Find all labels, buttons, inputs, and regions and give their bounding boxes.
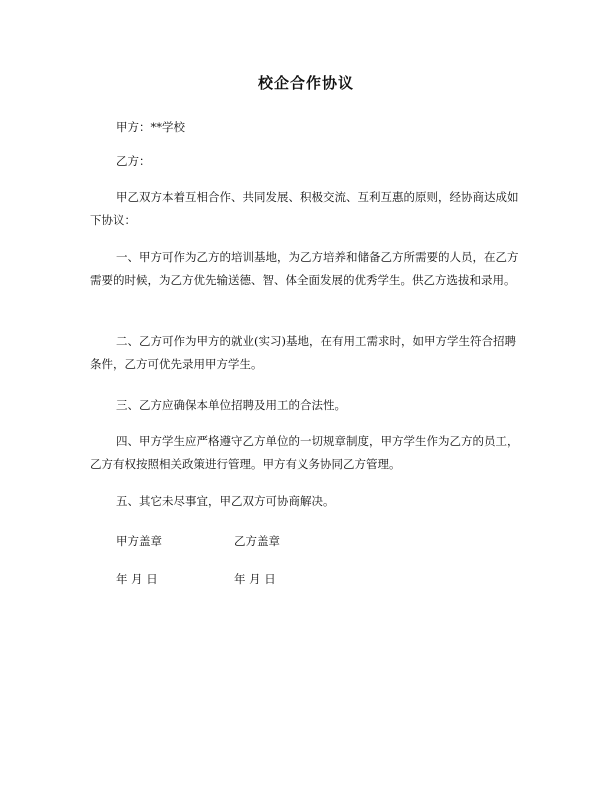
party-b-seal-label: 乙方盖章 [234,534,280,548]
clause-5: 五、其它未尽事宜，甲乙双方可协商解决。 [116,494,335,508]
clause-1: 一、甲方可作为乙方的培训基地，为乙方培养和储备乙方所需要的人员，在乙方需要的时候，为乙方优先输送德、智、体全面发展的优秀学生。供乙方选拔和录用。 [90,250,519,287]
party-a-date-label: 年 月 日 [116,572,158,586]
clause-4: 四、甲方学生应严格遵守乙方单位的一切规章制度，甲方学生作为乙方的员工，乙方有权按照相关政策进行管理。甲方有义务协同乙方管理。 [90,434,519,471]
clause-3: 三、乙方应确保本单位招聘及用工的合法性。 [116,398,346,412]
clause-2: 二、乙方可作为甲方的就业(实习)基地，在有用工需求时，如甲方学生符合招聘条件，乙方可优先录用甲方学生。 [90,334,516,371]
party-b-date-label: 年 月 日 [234,572,276,586]
document-title: 校企合作协议 [257,74,354,92]
seal-row [116,530,280,553]
intro-paragraph: 甲乙双方本着互相合作、共同发展、积极交流、互利互惠的原则，经协商达成如下协议： [90,190,519,227]
party-a-seal-label: 甲方盖章 [116,534,162,548]
party-b-line: 乙方： [116,154,151,168]
date-row [116,568,276,591]
party-a-line: 甲方：**学校 [116,120,185,134]
